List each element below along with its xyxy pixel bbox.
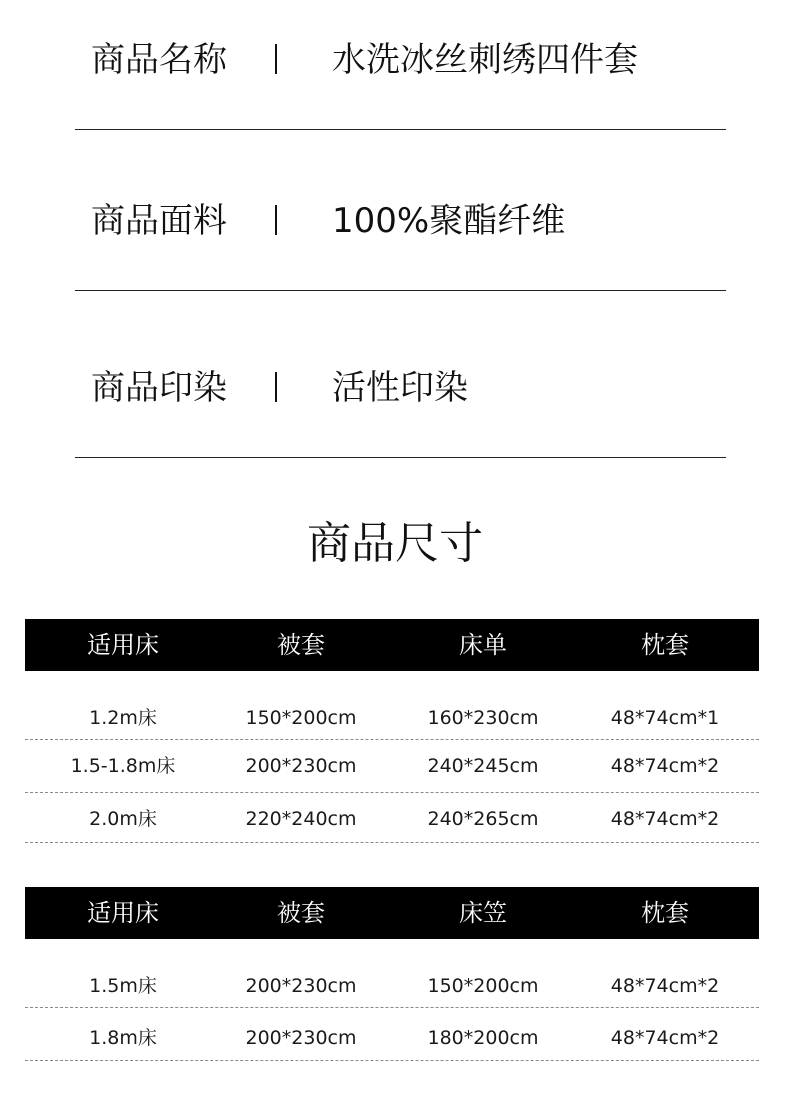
header-cell: 床笠 xyxy=(459,899,507,927)
table-cell: 48*74cm*2 xyxy=(610,808,720,830)
size-table-2 xyxy=(25,887,759,1063)
divider xyxy=(75,457,726,458)
separator-bar xyxy=(275,372,277,402)
divider xyxy=(75,129,726,130)
table-row xyxy=(25,793,759,843)
table-cell: 150*200cm xyxy=(427,975,539,997)
table-cell: 48*74cm*1 xyxy=(610,707,720,729)
info-value: 水洗冰丝刺绣四件套 xyxy=(332,40,638,80)
table-cell: 200*230cm xyxy=(245,1027,357,1049)
info-row-name xyxy=(75,40,726,80)
table-cell: 48*74cm*2 xyxy=(610,1027,720,1049)
table-cell: 1.2m床 xyxy=(89,707,157,729)
info-label: 商品印染 xyxy=(91,368,227,408)
header-cell: 枕套 xyxy=(641,899,689,927)
section-title: 商品尺寸 xyxy=(307,518,483,569)
separator-bar xyxy=(275,205,277,235)
size-table-1 xyxy=(25,619,759,843)
header-cell: 适用床 xyxy=(87,631,159,659)
info-value: 100%聚酯纤维 xyxy=(332,201,566,241)
info-label: 商品名称 xyxy=(91,40,227,80)
table-cell: 220*240cm xyxy=(245,808,357,830)
table-cell: 48*74cm*2 xyxy=(610,755,720,777)
header-cell: 适用床 xyxy=(87,899,159,927)
table-cell: 1.5-1.8m床 xyxy=(70,755,176,777)
table-cell: 2.0m床 xyxy=(89,808,157,830)
divider xyxy=(75,290,726,291)
table-cell: 1.5m床 xyxy=(89,975,157,997)
header-cell: 床单 xyxy=(459,631,507,659)
table-cell: 240*245cm xyxy=(427,755,539,777)
table-cell: 180*200cm xyxy=(427,1027,539,1049)
info-row-fabric xyxy=(75,201,726,241)
table-cell: 150*200cm xyxy=(245,707,357,729)
info-row-dyeing xyxy=(75,368,726,408)
header-cell: 枕套 xyxy=(641,631,689,659)
header-cell: 被套 xyxy=(277,899,325,927)
table-row xyxy=(25,1008,759,1061)
table-cell: 1.8m床 xyxy=(89,1027,157,1049)
info-label: 商品面料 xyxy=(91,201,227,241)
table-cell: 200*230cm xyxy=(245,975,357,997)
table-row xyxy=(25,671,759,740)
table-row xyxy=(25,740,759,793)
table-header xyxy=(25,887,759,939)
info-value: 活性印染 xyxy=(332,368,468,408)
table-cell: 200*230cm xyxy=(245,755,357,777)
table-header xyxy=(25,619,759,671)
header-cell: 被套 xyxy=(277,631,325,659)
separator-bar xyxy=(275,44,277,74)
table-cell: 240*265cm xyxy=(427,808,539,830)
table-cell: 48*74cm*2 xyxy=(610,975,720,997)
table-row xyxy=(25,939,759,1008)
table-cell: 160*230cm xyxy=(427,707,539,729)
